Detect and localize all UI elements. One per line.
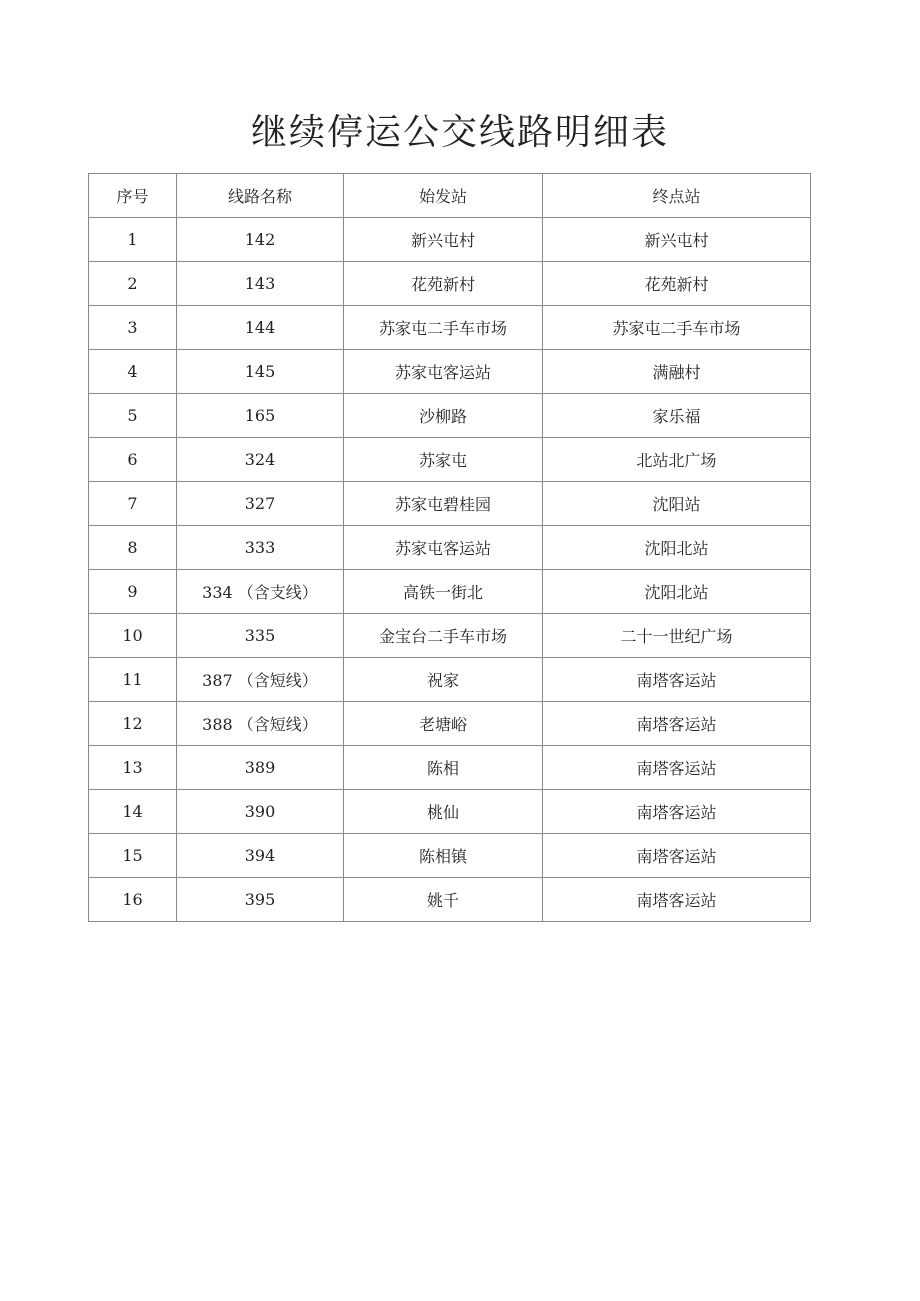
cell-line-name: 333: [177, 526, 344, 570]
cell-start-station: 新兴屯村: [344, 218, 543, 262]
table-row: [89, 438, 811, 482]
table-row: [89, 394, 811, 438]
route-table: [88, 173, 811, 922]
cell-end-station: 苏家屯二手车市场: [543, 306, 811, 350]
cell-start-station: 陈相镇: [344, 834, 543, 878]
cell-end-station: 南塔客运站: [543, 790, 811, 834]
cell-serial-number: 4: [89, 350, 177, 394]
cell-serial-number: 8: [89, 526, 177, 570]
header-serial-number: 序号: [89, 174, 177, 218]
cell-serial-number: 2: [89, 262, 177, 306]
table-row: [89, 526, 811, 570]
header-end-station: 终点站: [543, 174, 811, 218]
cell-start-station: 姚千: [344, 878, 543, 922]
cell-serial-number: 16: [89, 878, 177, 922]
table-row: [89, 570, 811, 614]
table-row: [89, 306, 811, 350]
cell-end-station: 沈阳北站: [543, 570, 811, 614]
cell-start-station: 桃仙: [344, 790, 543, 834]
cell-serial-number: 9: [89, 570, 177, 614]
cell-line-name: 390: [177, 790, 344, 834]
cell-start-station: 沙柳路: [344, 394, 543, 438]
cell-line-name: 144: [177, 306, 344, 350]
cell-start-station: 金宝台二手车市场: [344, 614, 543, 658]
cell-serial-number: 7: [89, 482, 177, 526]
cell-line-name: 394: [177, 834, 344, 878]
cell-start-station: 苏家屯客运站: [344, 350, 543, 394]
table-row: [89, 702, 811, 746]
cell-end-station: 南塔客运站: [543, 702, 811, 746]
table-header-row: [89, 174, 811, 218]
cell-line-name: 145: [177, 350, 344, 394]
cell-serial-number: 14: [89, 790, 177, 834]
cell-serial-number: 3: [89, 306, 177, 350]
cell-line-name: 334 （含支线）: [177, 570, 344, 614]
cell-serial-number: 1: [89, 218, 177, 262]
cell-start-station: 陈相: [344, 746, 543, 790]
cell-end-station: 南塔客运站: [543, 878, 811, 922]
cell-start-station: 苏家屯客运站: [344, 526, 543, 570]
cell-end-station: 南塔客运站: [543, 834, 811, 878]
cell-serial-number: 11: [89, 658, 177, 702]
cell-end-station: 北站北广场: [543, 438, 811, 482]
cell-line-name: 327: [177, 482, 344, 526]
cell-line-name: 165: [177, 394, 344, 438]
table-row: [89, 262, 811, 306]
table-row: [89, 790, 811, 834]
table-row: [89, 218, 811, 262]
cell-start-station: 高铁一街北: [344, 570, 543, 614]
cell-end-station: 新兴屯村: [543, 218, 811, 262]
table-row: [89, 658, 811, 702]
cell-end-station: 二十一世纪广场: [543, 614, 811, 658]
cell-line-name: 324: [177, 438, 344, 482]
cell-serial-number: 13: [89, 746, 177, 790]
cell-line-name: 388 （含短线）: [177, 702, 344, 746]
cell-start-station: 苏家屯碧桂园: [344, 482, 543, 526]
cell-serial-number: 5: [89, 394, 177, 438]
cell-start-station: 苏家屯二手车市场: [344, 306, 543, 350]
header-start-station: 始发站: [344, 174, 543, 218]
table-row: [89, 482, 811, 526]
cell-end-station: 沈阳北站: [543, 526, 811, 570]
cell-start-station: 祝家: [344, 658, 543, 702]
cell-line-name: 142: [177, 218, 344, 262]
table-row: [89, 614, 811, 658]
table-body: [89, 218, 811, 922]
cell-serial-number: 12: [89, 702, 177, 746]
cell-end-station: 南塔客运站: [543, 658, 811, 702]
table-row: [89, 746, 811, 790]
cell-serial-number: 10: [89, 614, 177, 658]
cell-end-station: 沈阳站: [543, 482, 811, 526]
cell-serial-number: 15: [89, 834, 177, 878]
cell-serial-number: 6: [89, 438, 177, 482]
header-line-name: 线路名称: [177, 174, 344, 218]
cell-end-station: 满融村: [543, 350, 811, 394]
cell-start-station: 花苑新村: [344, 262, 543, 306]
table-row: [89, 350, 811, 394]
cell-line-name: 335: [177, 614, 344, 658]
cell-line-name: 387 （含短线）: [177, 658, 344, 702]
cell-line-name: 389: [177, 746, 344, 790]
page-title: 继续停运公交线路明细表: [250, 112, 669, 153]
cell-start-station: 苏家屯: [344, 438, 543, 482]
table-row: [89, 834, 811, 878]
cell-line-name: 395: [177, 878, 344, 922]
table-row: [89, 878, 811, 922]
cell-end-station: 南塔客运站: [543, 746, 811, 790]
cell-end-station: 家乐福: [543, 394, 811, 438]
cell-line-name: 143: [177, 262, 344, 306]
cell-start-station: 老塘峪: [344, 702, 543, 746]
cell-end-station: 花苑新村: [543, 262, 811, 306]
